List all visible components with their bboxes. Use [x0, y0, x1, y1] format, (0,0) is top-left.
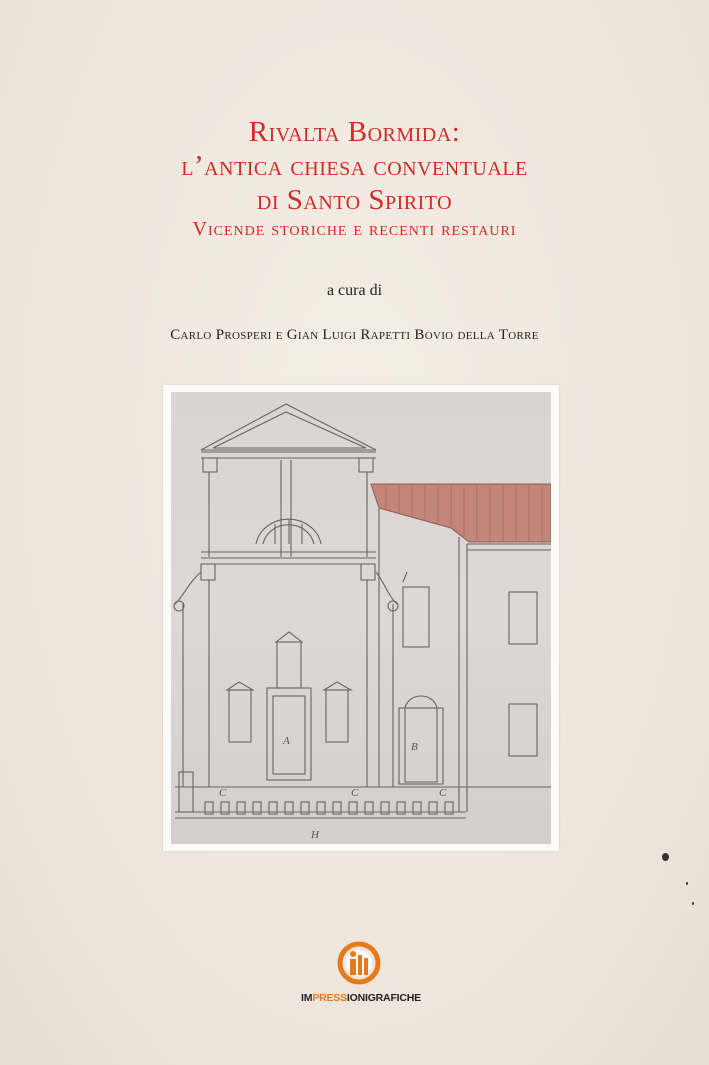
paper-speck — [686, 882, 688, 885]
curator-label: a cura di — [326, 282, 383, 299]
paper-speck — [662, 853, 669, 861]
title-line-3: di Santo Spirito — [256, 184, 453, 216]
publisher-name-suffix: IONIGRAFICHE — [346, 992, 421, 1004]
publisher-block — [296, 940, 426, 1010]
paper-speck — [692, 902, 694, 905]
subtitle: Vicende storiche e recenti restauri — [192, 218, 517, 240]
label-a: A — [283, 735, 290, 747]
publisher-logo-icon — [336, 940, 382, 986]
label-b: B — [411, 741, 418, 753]
title-line-1: Rivalta Bormida: — [248, 116, 461, 148]
publisher-name-highlight: PRESS — [312, 992, 347, 1004]
church-facade-sketch — [171, 392, 551, 844]
publisher-name — [296, 992, 426, 1004]
church-facade-drawing — [171, 392, 551, 844]
publisher-name-prefix: IM — [301, 992, 313, 1004]
label-h: H — [311, 829, 319, 841]
label-c-2: C — [351, 787, 359, 799]
illustration-frame — [163, 385, 559, 851]
label-c-1: C — [219, 787, 227, 799]
curators: Carlo Prosperi e Gian Luigi Rapetti Bovio della Torre — [170, 327, 539, 343]
title-line-2: l’antica chiesa conventuale — [181, 150, 528, 182]
label-c-3: C — [439, 787, 447, 799]
